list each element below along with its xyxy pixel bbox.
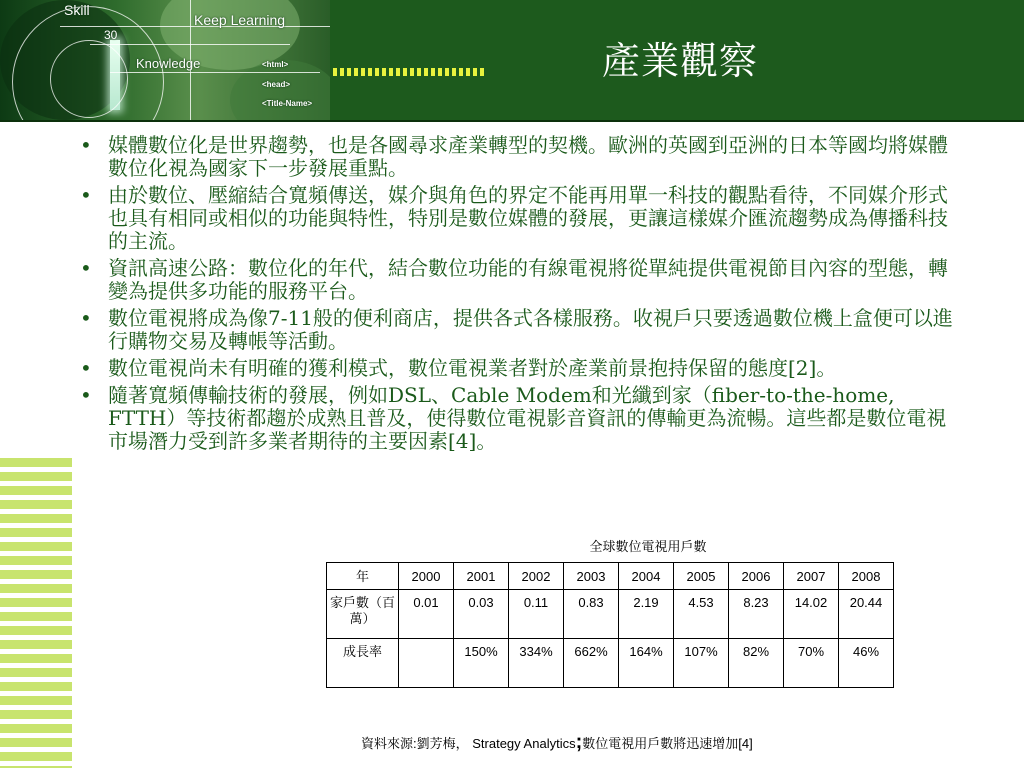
source-prefix: 資料來源:劉芳梅， bbox=[361, 736, 469, 751]
table-year-header-cell: 2003 bbox=[564, 563, 619, 590]
table-value-cell: 0.03 bbox=[454, 590, 509, 639]
hero-number-text: 30 bbox=[104, 28, 118, 42]
table-header-row bbox=[327, 563, 894, 590]
hero-tag-title-name: <Title-Name> bbox=[262, 99, 313, 108]
circle-ornament bbox=[50, 40, 128, 118]
table-value-cell: 0.01 bbox=[399, 590, 454, 639]
table-value-cell bbox=[399, 639, 454, 688]
table-title: 全球數位電視用戶數 bbox=[589, 539, 707, 554]
table-corner-cell: 年 bbox=[327, 563, 399, 590]
bullet-text: 由於數位、壓縮結合寬頻傳送，媒介與角色的界定不能再用單一科技的觀點看待，不同媒介形式也具有相同或相似的功能與特性，特別是數位媒體的發展，更讓這樣媒介匯流趨勢成為傳播科技的主流。 bbox=[108, 183, 948, 253]
table-row bbox=[327, 590, 894, 639]
table-year-header-cell: 2007 bbox=[784, 563, 839, 590]
bullet-item bbox=[80, 357, 960, 380]
table-value-cell: 2.19 bbox=[619, 590, 674, 639]
table-value-cell: 662% bbox=[564, 639, 619, 688]
table-value-cell: 20.44 bbox=[839, 590, 894, 639]
source-citation bbox=[361, 731, 821, 754]
bullet-item bbox=[80, 184, 960, 253]
table-row-label-cell: 成長率 bbox=[327, 639, 399, 688]
table-value-cell: 334% bbox=[509, 639, 564, 688]
hero-tag-head: <head> bbox=[262, 80, 291, 89]
hero-keep-learning-text: Keep Learning bbox=[194, 12, 286, 28]
digital-tv-subscriber-table bbox=[326, 562, 894, 688]
bullet-item bbox=[80, 384, 960, 453]
table-value-cell: 82% bbox=[729, 639, 784, 688]
table-year-header-cell: 2000 bbox=[399, 563, 454, 590]
hero-skill-text: Skill bbox=[64, 2, 90, 18]
bullet-text: 數位電視尚未有明確的獲利模式，數位電視業者對於產業前景抱持保留的態度[2]。 bbox=[108, 356, 837, 380]
bullet-dot-icon: • bbox=[80, 356, 92, 380]
hero-banner-image bbox=[0, 0, 330, 120]
left-stripe-decoration bbox=[0, 458, 72, 768]
table-value-cell: 164% bbox=[619, 639, 674, 688]
table-value-cell: 8.23 bbox=[729, 590, 784, 639]
table-year-header-cell: 2004 bbox=[619, 563, 674, 590]
table-value-cell: 14.02 bbox=[784, 590, 839, 639]
bullet-dot-icon: • bbox=[80, 183, 92, 207]
bullet-item bbox=[80, 134, 960, 180]
header-band bbox=[0, 0, 1024, 122]
table-year-header-cell: 2005 bbox=[674, 563, 729, 590]
bullet-item bbox=[80, 307, 960, 353]
dotted-accent-bar bbox=[333, 68, 485, 76]
table-year-header-cell: 2001 bbox=[454, 563, 509, 590]
bullet-item bbox=[80, 257, 960, 303]
table-row-label-cell: 家戶數（百萬） bbox=[327, 590, 399, 639]
hero-tag-html: <html> bbox=[262, 60, 289, 69]
table-year-header-cell: 2006 bbox=[729, 563, 784, 590]
bullet-dot-icon: • bbox=[80, 306, 92, 330]
slide-title: 產業觀察 bbox=[601, 39, 758, 83]
table-value-cell: 107% bbox=[674, 639, 729, 688]
table-value-cell: 0.83 bbox=[564, 590, 619, 639]
source-separator: ; bbox=[575, 731, 583, 753]
bullet-dot-icon: • bbox=[80, 256, 92, 280]
table-year-header-cell: 2002 bbox=[509, 563, 564, 590]
divider-line bbox=[110, 72, 320, 73]
bullet-text: 數位電視將成為像7-11般的便利商店，提供各式各樣服務。收視戶只要透過數位機上盒便可以進行購物交易及轉帳等活動。 bbox=[108, 306, 953, 353]
hero-knowledge-text: Knowledge bbox=[136, 56, 201, 71]
bullet-dot-icon: • bbox=[80, 383, 92, 407]
bullet-text: 隨著寬頻傳輸技術的發展，例如DSL、Cable Modem和光纖到家（fiber-to-the-home, FTTH）等技術都趨於成熟且普及，使得數位電視影音資訊的傳輸更為流暢。這些都是數位電視市場潛力受到許多業者期待的主要因素[4]。 bbox=[108, 383, 947, 453]
table-year-header-cell: 2008 bbox=[839, 563, 894, 590]
bullet-list bbox=[80, 134, 960, 457]
source-publisher: Strategy Analytics bbox=[472, 736, 576, 751]
source-suffix: 數位電視用戶數將迅速增加[4] bbox=[582, 736, 753, 751]
table-value-cell: 150% bbox=[454, 639, 509, 688]
table-row bbox=[327, 639, 894, 688]
table-value-cell: 70% bbox=[784, 639, 839, 688]
foliage-shape bbox=[230, 60, 330, 120]
bullet-dot-icon: • bbox=[80, 133, 92, 157]
table-value-cell: 4.53 bbox=[674, 590, 729, 639]
bullet-text: 媒體數位化是世界趨勢，也是各國尋求產業轉型的契機。歐洲的英國到亞洲的日本等國均將媒體數位化視為國家下一步發展重點。 bbox=[108, 133, 948, 180]
table-value-cell: 46% bbox=[839, 639, 894, 688]
bullet-text: 資訊高速公路：數位化的年代，結合數位功能的有線電視將從單純提供電視節目內容的型態，轉變為提供多功能的服務平台。 bbox=[108, 256, 948, 303]
table-value-cell: 0.11 bbox=[509, 590, 564, 639]
